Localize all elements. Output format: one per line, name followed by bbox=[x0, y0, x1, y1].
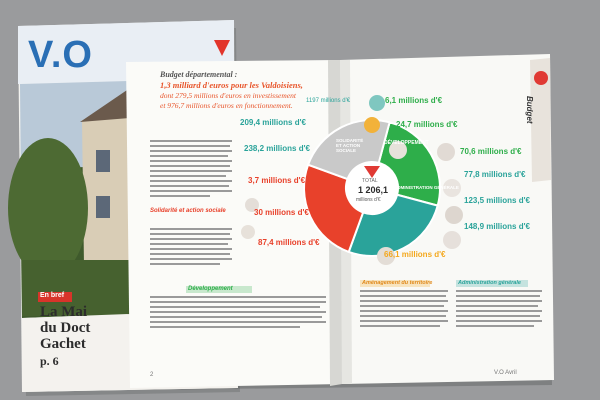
segment-label-solidarite: SOLIDARITÉ ET ACTION SOCIALE bbox=[336, 138, 364, 153]
segment-label-admin: ADMINISTRATION GÉNÉRALE bbox=[394, 185, 459, 190]
value-left-3: 3,7 millions d'€ bbox=[248, 176, 306, 185]
value-left-2: 238,2 millions d'€ bbox=[244, 144, 310, 153]
value-top: 1197 millions d'€ bbox=[306, 98, 351, 104]
cover-headline-2: du Doct bbox=[40, 320, 91, 336]
cover-page-ref: p. 6 bbox=[40, 354, 59, 368]
value-left-1: 209,4 millions d'€ bbox=[240, 118, 306, 127]
section-administration: Administration générale bbox=[458, 280, 521, 286]
side-tab-label: Budget bbox=[525, 96, 534, 124]
cover-headline-1: La Mai bbox=[40, 304, 88, 320]
value-right-4: 77,8 millions d'€ bbox=[464, 170, 526, 179]
value-right-3: 70,6 millions d'€ bbox=[460, 147, 522, 156]
section-amenagement: Aménagement du territoire bbox=[362, 280, 433, 286]
spread-title-3: dont 279,5 millions d'euros en investissement bbox=[160, 91, 296, 100]
cover-label: En bref bbox=[40, 292, 65, 299]
donut-center-unit: millions d'€ bbox=[356, 197, 381, 203]
section-solidarite: Solidarité et action sociale bbox=[150, 208, 226, 214]
section-developpement: Développement bbox=[188, 286, 233, 292]
value-right-2: 24,7 millions d'€ bbox=[396, 120, 458, 129]
value-bottom: 66,1 millions d'€ bbox=[384, 250, 446, 259]
donut-center-value: 1 206,1 bbox=[358, 185, 389, 195]
side-tab-badge bbox=[534, 71, 548, 85]
footer-page-left: 2 bbox=[150, 372, 154, 378]
spread-title-2: 1,3 milliard d'euros pour les Valdoisiens, bbox=[160, 80, 303, 90]
spread-title-1: Budget départemental : bbox=[160, 70, 238, 79]
donut-center-label: TOTAL bbox=[362, 178, 378, 184]
cover-headline-3: Gachet bbox=[40, 336, 86, 352]
value-right-1: 6,1 millions d'€ bbox=[385, 96, 443, 105]
cover-masthead: V.O bbox=[28, 34, 93, 76]
value-right-5: 123,5 millions d'€ bbox=[464, 196, 530, 205]
spread-title-4: et 976,7 millions d'euros en fonctionnement. bbox=[160, 101, 293, 110]
value-right-6: 148,9 millions d'€ bbox=[464, 222, 530, 231]
footer-page-right: V.O Avril bbox=[494, 370, 517, 376]
value-left-4: 30 millions d'€ bbox=[254, 208, 309, 217]
segment-label-dev: DÉVELOPPEMENT bbox=[384, 140, 429, 146]
value-left-5: 87,4 millions d'€ bbox=[258, 238, 320, 247]
